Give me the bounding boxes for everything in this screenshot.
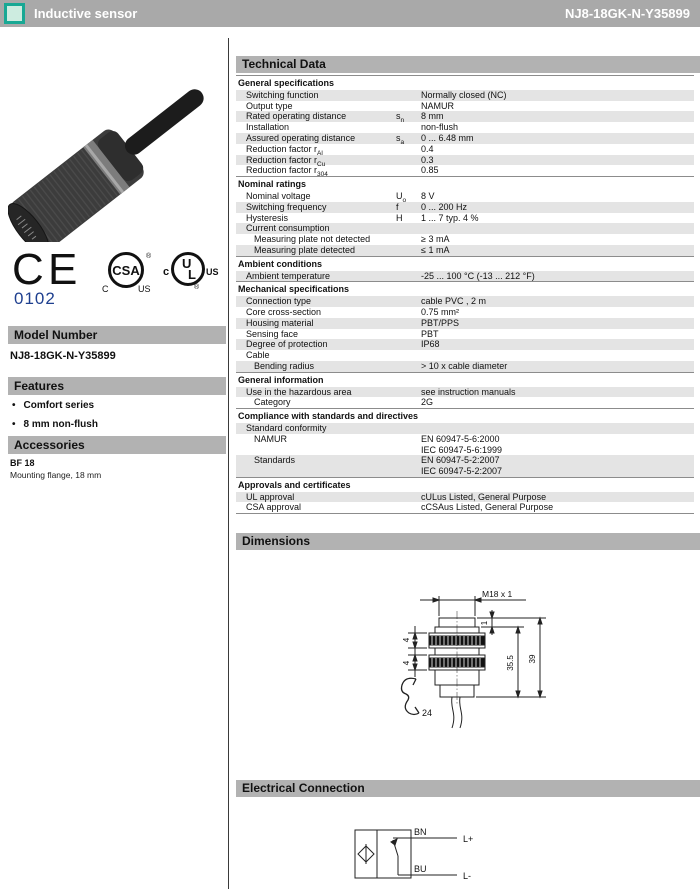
spec-label: Standards [254,455,296,466]
column-divider [228,38,229,889]
accessory-description: Mounting flange, 18 mm [10,470,102,480]
ce-notified-body-number: 0102 [14,289,56,308]
spec-symbol: $s_a$ [396,132,405,146]
spec-value: 0.85 [421,165,439,176]
spec-value: EN 60947-5-6:2000 IEC 60947-5-6:1999 [421,433,503,455]
spec-label: Hysteresis [246,212,289,223]
table-section-heading: General information [236,372,694,387]
ce-letter-e: E [48,245,78,294]
spec-symbol: f [396,201,399,212]
csa-registered-icon: ® [146,253,152,260]
csa-c: C [102,284,109,294]
dimensions-heading: Dimensions [236,533,700,550]
table-section-heading: General specifications [236,75,694,90]
dim-nuts [402,626,427,677]
table-row [236,223,694,234]
spec-symbol: $U_o$ [396,190,407,204]
table-row [236,144,694,155]
brand-logo-icon [4,3,25,24]
spec-label: Reduction factor $r_{Cu}$ [246,154,326,168]
spec-value: cCSAus Listed, General Purpose [421,502,554,513]
dim-one-label: 1 [480,620,489,626]
table-row [236,90,694,101]
spec-value: 0.3 [421,154,434,165]
spec-label: Output type [246,100,293,111]
csa-us: US [138,284,151,294]
spec-value: cable PVC , 2 m [421,296,487,307]
spec-label: Assured operating distance [246,132,356,143]
dim-355-label: 35.5 [506,655,515,671]
electrical-connection-heading: Electrical Connection [236,780,700,797]
ul-mark [163,254,219,292]
spec-value: 8 V [421,190,435,201]
dim-one [477,610,500,635]
table-section-heading: Approvals and certificates [236,477,694,492]
spec-symbol: $s_n$ [396,111,405,125]
spec-label: Sensing face [246,328,299,339]
ul-us: US [206,267,219,277]
accessories-heading: Accessories [8,436,226,454]
spec-label: Use in the hazardous area [246,386,352,397]
table-row [236,111,694,125]
ul-c: c [163,266,170,278]
table-row [236,339,694,350]
dim-nut1-label: 4 [402,637,411,643]
table-row [236,213,694,224]
spec-label: Nominal voltage [246,190,311,201]
ce-letter-c: C [12,245,44,294]
csa-monogram: CSA [112,263,140,278]
certification-logos [10,242,220,310]
table-section-heading: Mechanical specifications [236,281,694,296]
spec-value: IP68 [421,339,440,350]
spec-value: 0 ... 6.48 mm [421,132,474,143]
spec-label: Reduction factor $r_{Al}$ [246,143,323,157]
dim-39-label: 39 [528,654,537,664]
spec-value: ≤ 1 mA [421,244,450,255]
ul-registered-icon: ® [194,284,200,291]
table-row [236,361,694,372]
table-row [236,502,694,513]
spec-value: -25 ... 100 °C (-13 ... 212 °F) [421,270,535,281]
spec-value: 0 ... 200 Hz [421,201,468,212]
spec-label: Degree of protection [246,339,328,350]
table-row [236,155,694,166]
features-heading: Features [8,377,226,395]
dim-nut2-label: 4 [402,660,411,666]
spec-value: EN 60947-5-2:2007 IEC 60947-5-2:2007 [421,455,503,477]
terminal-label-lplus: L+ [463,834,474,844]
electrical-diagram [345,818,525,889]
table-row [236,271,694,282]
spec-value: PBT [421,328,439,339]
table-row [236,387,694,398]
dim-thread [420,589,526,616]
table-row [236,165,694,179]
cable [452,697,462,728]
spec-value: non-flush [421,122,459,133]
spec-label: Category [254,397,291,408]
spec-label: Core cross-section [246,306,322,317]
ce-mark [12,245,77,308]
table-row [236,455,694,477]
feature-item: • Comfort series [12,400,94,411]
table-row [236,329,694,340]
feature-item: • 8 mm non-flush [12,419,98,430]
spec-label: CSA approval [246,502,302,513]
spec-label: Switching frequency [246,201,327,212]
table-row [236,423,694,434]
spec-label: Rated operating distance [246,111,347,122]
inductive-sensor-symbol [358,844,374,864]
table-row [236,133,694,144]
switch-symbol [391,838,411,875]
spec-label: UL approval [246,491,295,502]
spec-value: cULus Listed, General Purpose [421,491,547,502]
dimension-drawing [340,583,630,758]
spec-label: Current consumption [246,223,330,234]
table-row [236,307,694,318]
page-title: Inductive sensor [34,6,138,21]
wrench-size-label: 24 [422,708,433,718]
spec-value: 2G [421,397,434,408]
accessory-name: BF 18 [10,458,35,468]
spec-label: Cable [246,350,270,361]
table-row [236,492,694,503]
table-row [236,234,694,245]
table-row [236,434,694,456]
spec-label: Installation [246,122,290,133]
product-photo [8,52,218,242]
ul-letter-l: L [188,267,196,282]
cable [121,86,207,159]
spec-label: Measuring plate not detected [254,234,371,245]
header-bar [0,0,700,27]
knurled-nut [429,658,485,667]
spec-label: Bending radius [254,360,315,371]
model-number-heading: Model Number [8,326,226,344]
spec-label: Measuring plate detected [254,244,356,255]
table-row [236,296,694,307]
wrench-icon [402,678,433,718]
table-section-heading: Ambient conditions [236,256,694,271]
spec-label: Reduction factor $r_{304}$ [246,165,328,179]
ul-letter-u: U [182,256,192,271]
spec-value: see instruction manuals [421,386,516,397]
table-row [236,191,694,202]
table-row [236,318,694,329]
table-row [236,245,694,256]
spec-value: 0.4 [421,143,434,154]
spec-value: 1 ... 7 typ. 4 % [421,212,479,223]
spec-value: PBT/PPS [421,317,460,328]
technical-data-heading: Technical Data [236,56,700,73]
spec-value: Normally closed (NC) [421,89,507,100]
wire-label-bu: BU [414,864,427,874]
spec-value: 0.75 mm² [421,306,460,317]
knurled-nut [429,636,485,645]
sensor-box [355,830,411,878]
thread-label: M18 x 1 [482,589,513,599]
spec-value: NAMUR [421,100,454,111]
table-row [236,122,694,133]
spec-label: Housing material [246,317,314,328]
wire-label-bn: BN [414,827,427,837]
csa-mark [102,252,152,294]
table-row [236,350,694,361]
spec-label: Ambient temperature [246,270,331,281]
spec-value: > 10 x cable diameter [421,360,508,371]
model-number-value: NJ8-18GK-N-Y35899 [10,350,116,362]
spec-label: Standard conformity [246,422,327,433]
spec-label: Switching function [246,89,319,100]
spec-label: Connection type [246,296,312,307]
spec-symbol: H [396,212,403,223]
header-model-number: NJ8-18GK-N-Y35899 [564,6,690,21]
table-section-heading: Compliance with standards and directives [236,408,694,423]
spec-value: ≥ 3 mA [421,234,450,245]
technical-table [236,75,694,514]
spec-label: NAMUR [254,433,287,444]
table-row [236,202,694,213]
table-row [236,101,694,112]
table-row [236,397,694,408]
spec-value: 8 mm [421,111,444,122]
terminal-label-lminus: L- [463,871,472,881]
table-section-heading: Nominal ratings [236,176,694,191]
